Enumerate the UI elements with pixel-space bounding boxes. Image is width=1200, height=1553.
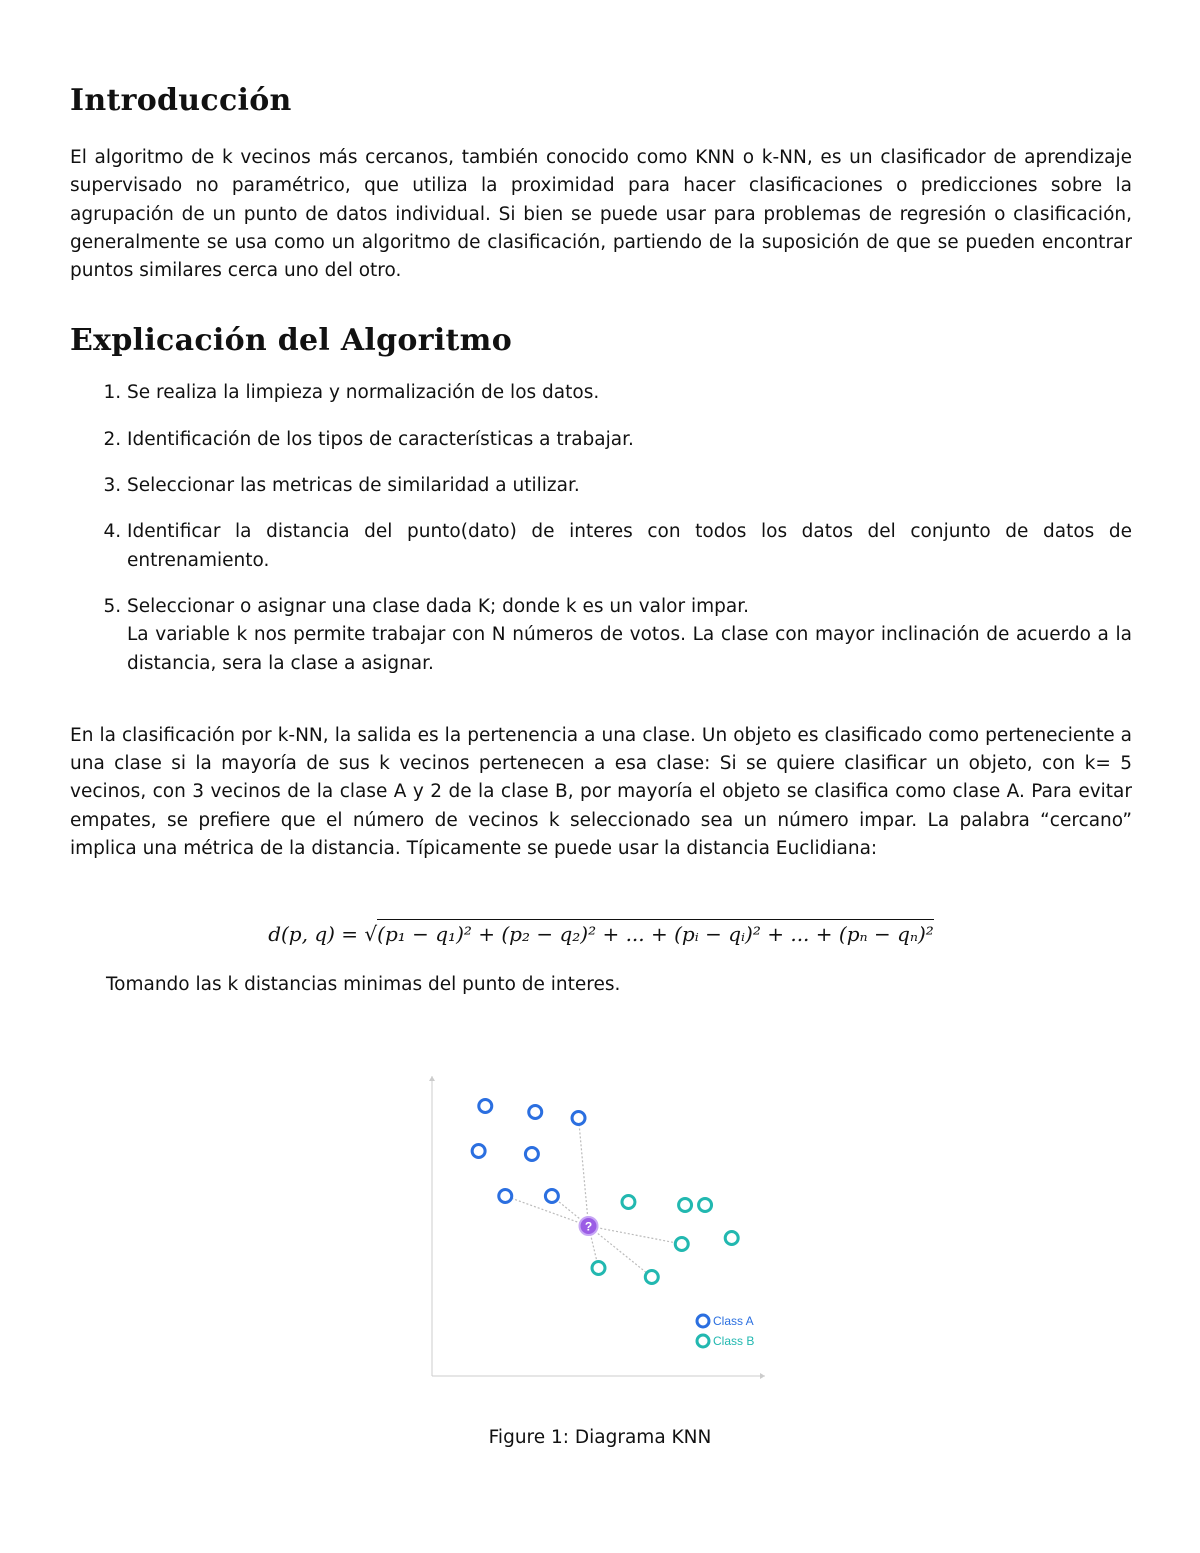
step-text: 5. Seleccionar o asignar una clase dada K; donde k es un valor impar. xyxy=(127,595,749,617)
neighbor-link xyxy=(589,1226,682,1244)
legend-class-a-label: Class A xyxy=(713,1314,754,1328)
class-b-point xyxy=(725,1232,738,1245)
step-item xyxy=(127,379,1132,407)
class-a-point xyxy=(572,1112,585,1125)
legend-class-b-marker xyxy=(697,1335,709,1347)
neighbor-link xyxy=(579,1118,589,1226)
class-a-point xyxy=(499,1190,512,1203)
legend-class-a-marker xyxy=(697,1315,709,1327)
step-item xyxy=(127,593,1132,678)
content-column xyxy=(70,70,1132,1000)
class-b-point xyxy=(679,1199,692,1212)
class-a-point xyxy=(529,1106,542,1119)
class-b-point xyxy=(675,1238,688,1251)
step-text: Identificar la distancia del punto(dato) de interes con todos los datos del conjunto de datos de entrenamiento. xyxy=(127,521,1132,571)
step-text: Identificación de los tipos de características a trabajar. xyxy=(127,428,634,450)
query-label: ? xyxy=(584,1219,593,1234)
step-text: Seleccionar las metricas de similaridad a utilizar. xyxy=(127,475,580,497)
x-axis-arrow xyxy=(760,1373,765,1379)
y-axis-arrow xyxy=(429,1076,435,1081)
classification-paragraph: En la clasificación por k-NN, la salida es la pertenencia a una clase. Un objeto es clasificado como perteneciente a una clase si la mayoría de sus k vecinos pertenecen a esa clase: Si se quiere clasificar un objeto, con k= 5 vecinos, con 3 vecinos de la clase A y 2 de la clase B, por mayoría el objeto se clasifica como clase A. Para evitar empates, se prefiere que el número de vecinos k seleccionado sea un número impar. La palabra “cercano” implica una métrica de la distancia. Típicamente se puede usar la distancia Euclidiana: xyxy=(70,724,1132,860)
knn-figure xyxy=(420,1068,780,1388)
sqrt-symbol: √ xyxy=(364,922,378,947)
step-item xyxy=(127,426,1132,454)
class-b-point xyxy=(645,1271,658,1284)
class-a-point xyxy=(479,1100,492,1113)
figure-caption: Figure 1: Diagrama KNN xyxy=(488,1427,712,1448)
section-title-explicacion: Explicación del Algoritmo xyxy=(70,323,513,359)
step-text: Se realiza la limpieza y normalización de los datos. xyxy=(127,382,600,404)
step-extra-text: La variable k nos permite trabajar con N números de votos. La clase con mayor inclinación de acuerdo a la distancia, sera la clase a asignar. xyxy=(127,624,1132,674)
euclidean-formula xyxy=(70,917,1132,951)
class-a-point xyxy=(472,1145,485,1158)
tomando-paragraph: Tomando las k distancias minimas del punto de interes. xyxy=(106,974,621,996)
class-b-point xyxy=(622,1196,635,1209)
legend-class-b-label: Class B xyxy=(713,1334,755,1348)
legend xyxy=(697,1314,754,1348)
step-item xyxy=(127,518,1132,575)
algorithm-steps-list xyxy=(70,379,1132,677)
intro-paragraph: El algoritmo de k vecinos más cercanos, también conocido como KNN o k-NN, es un clasificador de aprendizaje supervisado no paramétrico, que utiliza la proximidad para hacer clasificaciones o predicciones sobre la agrupación de un punto de datos individual. Si bien se puede usar para problemas de regresión o clasificación, generalmente se usa como un algoritmo de clasificación, partiendo de la suposición de que se pueden encontrar puntos similares cerca uno del otro. xyxy=(70,147,1132,282)
data-points xyxy=(472,1100,738,1284)
class-a-point xyxy=(525,1148,538,1161)
formula-lhs: d(p, q) = xyxy=(268,922,365,947)
neighbor-links xyxy=(505,1118,681,1277)
knn-diagram xyxy=(420,1068,780,1388)
class-a-point xyxy=(545,1190,558,1203)
class-b-point xyxy=(699,1199,712,1212)
section-title-intro: Introducción xyxy=(70,83,292,118)
formula-rhs: (p₁ − q₁)² + (p₂ − q₂)² + ... + (pᵢ − qᵢ)² + ... + (pₙ − qₙ)² xyxy=(377,919,934,946)
step-item xyxy=(127,472,1132,500)
class-b-point xyxy=(592,1262,605,1275)
